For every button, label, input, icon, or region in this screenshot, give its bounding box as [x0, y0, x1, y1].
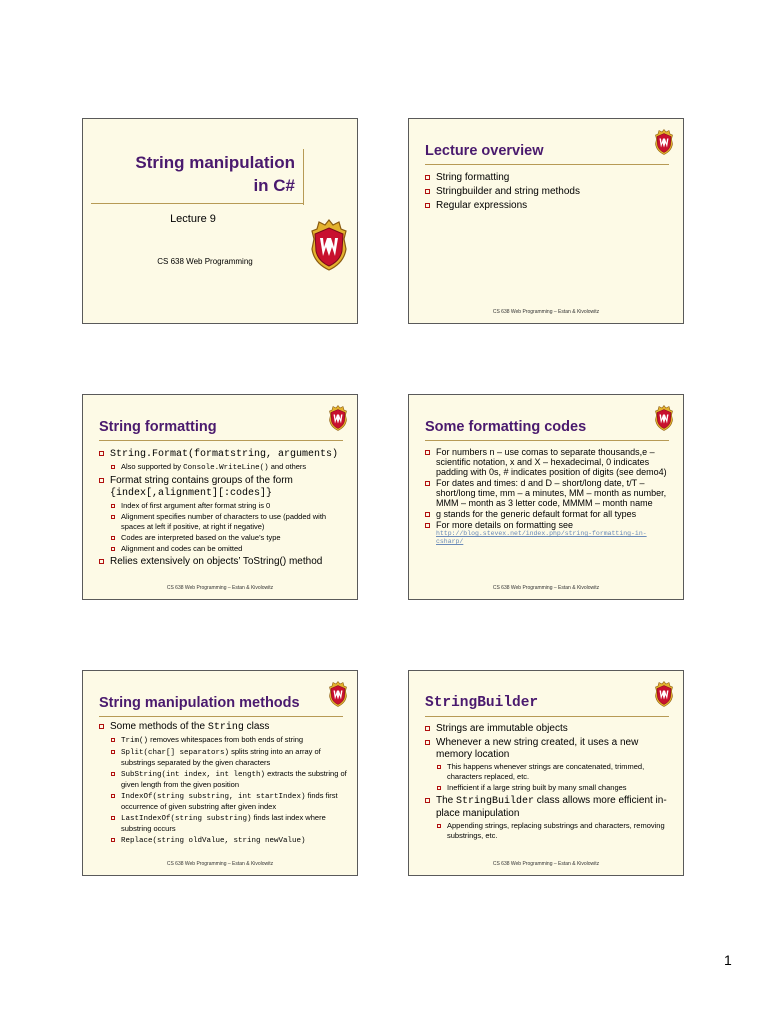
page-number: 1	[724, 952, 732, 968]
code-text: String	[207, 722, 244, 733]
sub-item: Codes are interpreted based on the value’s type	[110, 533, 347, 543]
list-item	[99, 721, 347, 846]
slide-string-methods	[82, 670, 358, 876]
list-item: For dates and times: d and D – short/long date, t/T – short/long time, mm – a minutes, MM – month as number, MMM – month as 3 letter code, MMMM – month name	[425, 478, 673, 508]
sub-item	[110, 791, 347, 812]
text: finds last index where substring occurs	[121, 813, 326, 833]
list-item	[99, 475, 347, 554]
list-item: For numbers n – use comas to separate thousands,e – scientific notation, x and X – hexadecimal, 0 indicates padding with 0s, # indicates position of digits (see demo4)	[425, 447, 673, 477]
slide4-title: Some formatting codes	[425, 419, 587, 435]
code-text: Trim()	[121, 737, 149, 745]
title-rule	[99, 440, 343, 441]
slide-formatting-codes	[408, 394, 684, 600]
slide-footer: CS 638 Web Programming – Estan & Kivolowitz	[166, 861, 274, 867]
slide4-bullets	[425, 447, 673, 547]
text: splits string into an array of substrings separated by the given characters	[121, 747, 321, 767]
uw-crest-icon	[655, 681, 673, 707]
sub-item	[110, 735, 347, 746]
slide1-title-line2: in C#	[253, 176, 295, 195]
slide-footer: CS 638 Web Programming – Estan & Kivolowitz	[492, 309, 600, 315]
code-text: SubString(int index, int length)	[121, 771, 266, 779]
code-text: Replace(string oldValue, string newValue)	[121, 837, 306, 845]
slide3-title: String formatting	[99, 419, 217, 435]
slide-footer: CS 638 Web Programming – Estan & Kivolowitz	[492, 585, 600, 591]
text: Also supported by	[121, 462, 184, 471]
slide2-title: Lecture overview	[425, 143, 544, 159]
slide5-title: String manipulation methods	[99, 695, 300, 711]
text: extracts the substring of given length from the given position	[121, 769, 347, 789]
divider-horizontal	[91, 203, 303, 204]
sub-item	[110, 769, 347, 790]
sub-item: Appending strings, replacing substrings and characters, removing substrings, etc.	[436, 821, 673, 841]
list-item: Strings are immutable objects	[425, 723, 673, 735]
slide3-bullets	[99, 448, 347, 570]
list-item: Stringbuilder and string methods	[425, 186, 673, 198]
sub-item: Alignment and codes can be omitted	[110, 544, 347, 554]
sub-item: Index of first argument after format string is 0	[110, 501, 347, 511]
list-item: g stands for the generic default format for all types	[425, 509, 673, 519]
list-item	[425, 520, 673, 546]
slide-lecture-overview	[408, 118, 684, 324]
uw-crest-icon	[329, 681, 347, 707]
code-text: String.Format(formatstring, arguments)	[110, 449, 339, 460]
sub-item: Inefficient if a large string built by many small changes	[436, 783, 673, 793]
slide-footer: CS 638 Web Programming – Estan & Kivolowitz	[166, 585, 274, 591]
uw-crest-icon	[655, 405, 673, 431]
slide1-title-line1: String manipulation	[135, 153, 295, 172]
text: The	[436, 795, 457, 806]
list-item	[425, 795, 673, 841]
list-item: Regular expressions	[425, 200, 673, 212]
slide-string-formatting	[82, 394, 358, 600]
text: For more details on formatting see	[436, 520, 574, 530]
list-item: Relies extensively on objects’ ToString() method	[99, 556, 347, 568]
code-text: IndexOf(string substring, int startIndex)	[121, 793, 306, 801]
title-rule	[425, 440, 669, 441]
title-rule	[99, 716, 343, 717]
uw-crest-icon	[311, 219, 347, 271]
slide6-bullets	[425, 723, 673, 843]
divider-vertical	[303, 149, 304, 205]
slide1-course: CS 638 Web Programming	[157, 257, 253, 266]
text: Some methods of the	[110, 721, 208, 732]
slide6-title: StringBuilder	[425, 695, 539, 711]
formatting-link[interactable]: http://blog.stevex.net/index.php/string-formatting-in-csharp/	[436, 530, 647, 545]
title-rule	[425, 164, 669, 165]
uw-crest-icon	[329, 405, 347, 431]
code-text: {index[,alignment][:codes]}	[110, 488, 273, 499]
code-text: LastIndexOf(string substring)	[121, 815, 252, 823]
text: removes whitespaces from both ends of string	[148, 735, 304, 744]
slide2-bullets	[425, 172, 673, 214]
list-item: String formatting	[425, 172, 673, 184]
slide-stringbuilder	[408, 670, 684, 876]
code-text: Console.WriteLine()	[183, 464, 269, 472]
text: class allows more efficient in-place manipulation	[436, 795, 667, 819]
slide1-subtitle: Lecture 9	[170, 213, 216, 225]
slide-title	[82, 118, 358, 324]
slide1-title	[135, 151, 295, 197]
list-item	[425, 737, 673, 793]
text: and others	[268, 462, 307, 471]
list-item	[99, 448, 347, 473]
text: class	[243, 721, 270, 732]
text: Format string contains groups of the form	[110, 475, 293, 486]
uw-crest-icon	[655, 129, 673, 155]
title-rule	[425, 716, 669, 717]
sub-item: Alignment specifies number of characters to use (padded with spaces at left if positive, at right if negative)	[110, 512, 347, 532]
sub-item	[110, 813, 347, 834]
slide-footer: CS 638 Web Programming – Estan & Kivolowitz	[492, 861, 600, 867]
sub-item	[110, 835, 347, 846]
text: finds first occurrence of given substring after given index	[121, 791, 338, 811]
sub-item	[110, 462, 347, 473]
slide5-bullets	[99, 721, 347, 848]
sub-item	[110, 747, 347, 768]
text: Whenever a new string created, it uses a new memory location	[436, 737, 639, 760]
code-text: Split(char[] separators)	[121, 749, 230, 757]
code-text: StringBuilder	[456, 796, 535, 807]
sub-item: This happens whenever strings are concatenated, trimmed, characters replaced, etc.	[436, 762, 673, 782]
